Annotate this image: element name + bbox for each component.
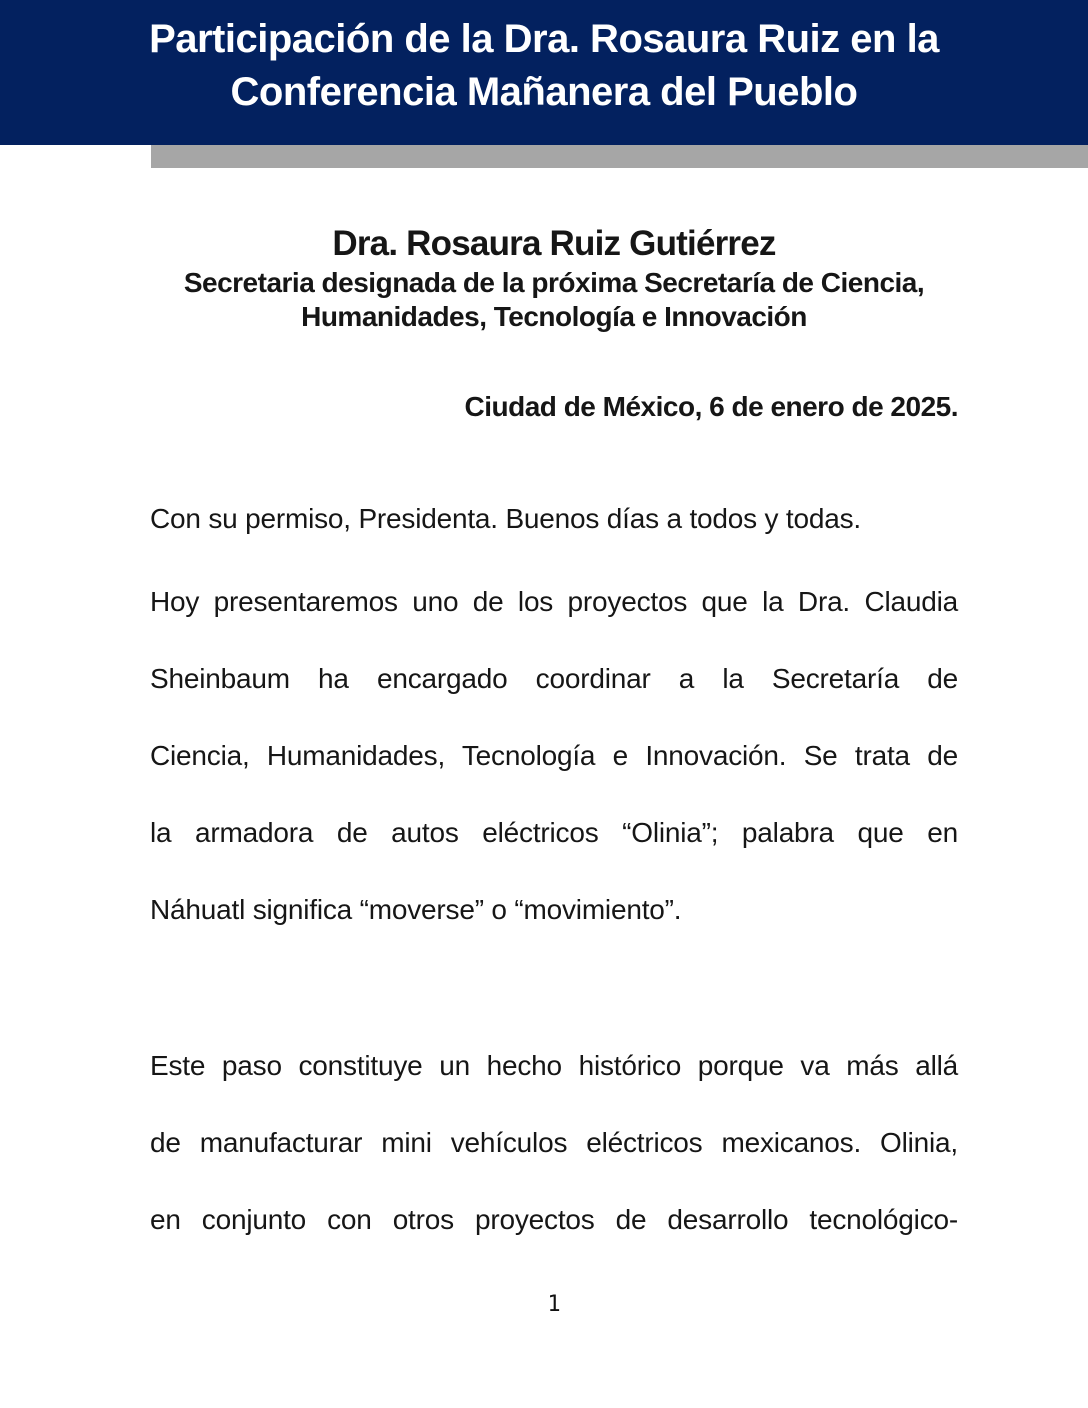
paragraph-line: Hoy presentaremos uno de los proyectos que la Dra. Claudia [150,586,958,617]
document-title-line-1: Participación de la Dra. Rosaura Ruiz en la [149,17,939,61]
paragraph-line: Ciencia, Humanidades, Tecnología e Innovación. Se trata de [150,740,958,771]
dateline: Ciudad de México, 6 de enero de 2025. [464,391,958,422]
accent-bar-row [0,145,1088,168]
accent-bar [151,145,1088,168]
document-content [150,222,958,1320]
document-title-line-2: Conferencia Mañanera del Pueblo [230,70,858,114]
paragraph-line: Este paso constituye un hecho histórico porque va más allá [150,1050,958,1081]
paragraph-line: Sheinbaum ha encargado coordinar a la Secretaría de [150,663,958,694]
paragraph-2 [150,563,958,948]
page-number: 1 [547,1292,561,1317]
speaker-role-line-2: Humanidades, Tecnología e Innovación [301,301,807,332]
speaker-role-line-1: Secretaria designada de la próxima Secretaría de Ciencia, [183,267,925,298]
paragraph-1 [150,480,958,557]
paragraph-line: Náhuatl significa “moverse” o “movimiento”. [150,894,682,925]
paragraph-line: la armadora de autos eléctricos “Olinia”; palabra que en [150,817,958,848]
paragraph-line: en conjunto con otros proyectos de desarrollo tecnológico- [150,1204,958,1235]
paragraph-3 [150,1027,958,1258]
page-footer [150,1290,958,1320]
speaker-heading [150,222,958,334]
title-banner [0,0,1088,145]
speaker-name: Dra. Rosaura Ruiz Gutiérrez [332,224,776,263]
paragraph-line: Con su permiso, Presidenta. Buenos días a todos y todas. [150,503,861,534]
paragraph-line: de manufacturar mini vehículos eléctricos mexicanos. Olinia, [150,1127,958,1158]
speech-text [150,480,958,1258]
